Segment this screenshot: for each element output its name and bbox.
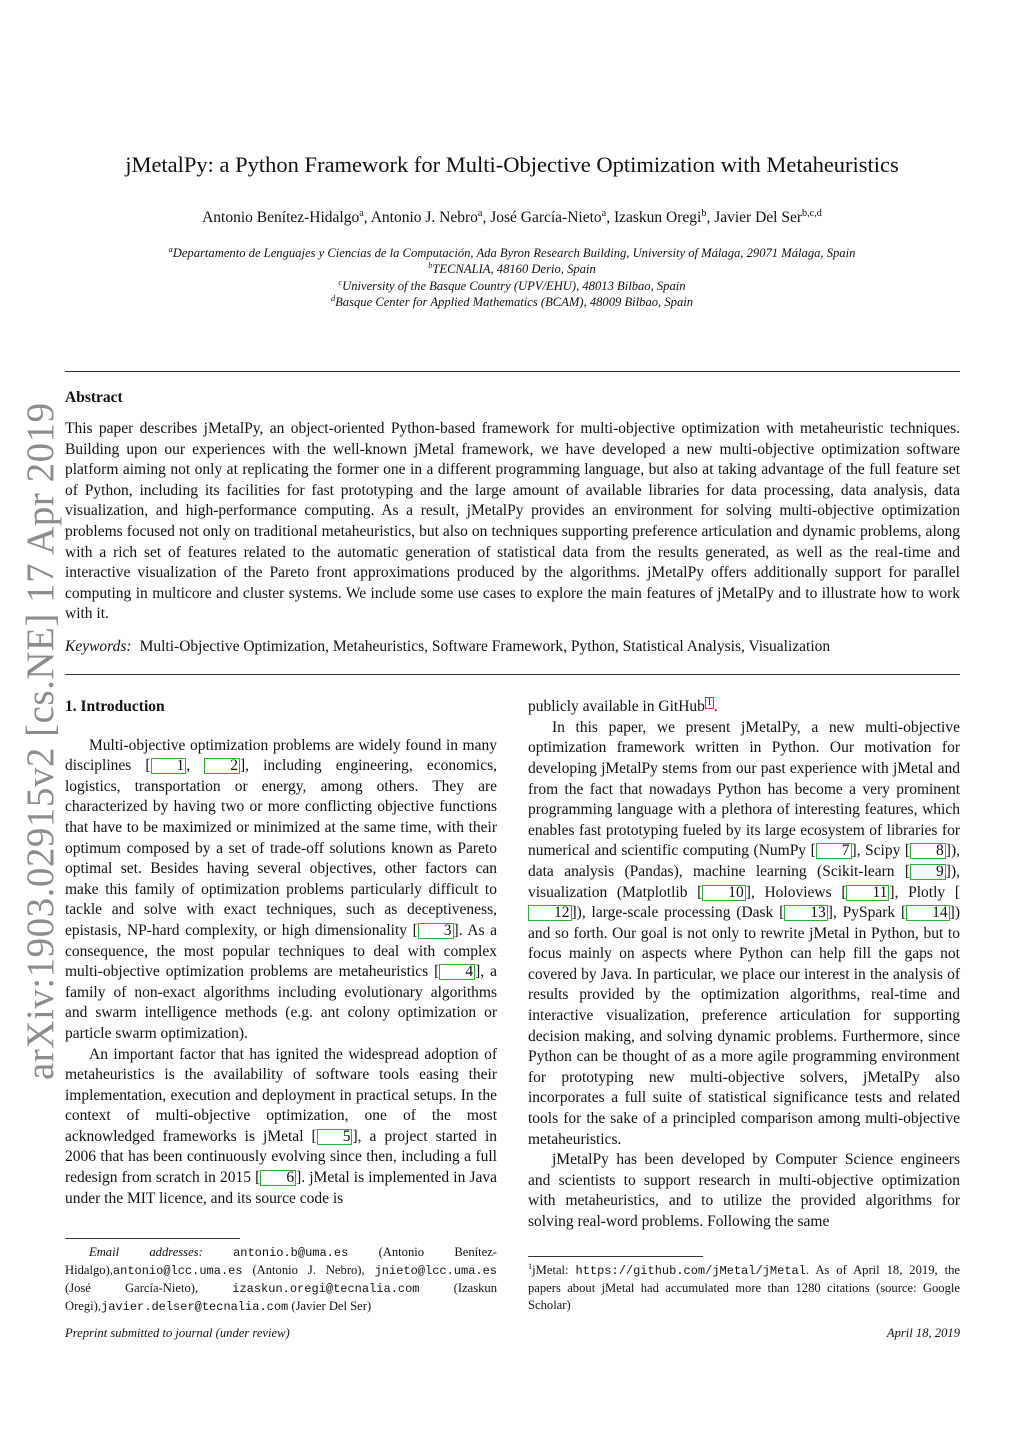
affiliation-text: University of the Basque Country (UPV/EHU), 48013 Bilbao, Spain	[342, 278, 686, 293]
email-address[interactable]: antonio.b@uma.es	[233, 1246, 349, 1260]
email-address[interactable]: jnieto@lcc.uma.es	[374, 1264, 497, 1278]
author-name: Antonio Benítez-Hidalgo	[202, 209, 360, 226]
intro-paragraph-4: jMetalPy has been developed by Computer Science engineers and scientists to support research in multi-objective optimization with metaheuristics, and to utilize the provided algorithms for solving real-word problems. Following the same	[528, 1151, 960, 1230]
affiliations	[60, 245, 964, 311]
intro-paragraph-2-cont	[528, 697, 960, 718]
email-owner: (Javier Del Ser)	[288, 1299, 372, 1313]
footnote-rule-right	[528, 1256, 703, 1257]
top-divider	[65, 371, 960, 372]
footnote-rest: . As of April 18, 2019, the papers about jMetal had accumulated more than 1280 citations (source: Google Scholar)	[528, 1263, 960, 1312]
affiliation-text: TECNALIA, 48160 Derio, Spain	[432, 262, 596, 277]
footer-preprint-note: Preprint submitted to journal (under review)	[65, 1326, 290, 1340]
citation-link[interactable]: 1	[151, 758, 187, 774]
keywords	[65, 637, 960, 658]
intro-paragraph-3: In this paper, we present jMetalPy, a new multi-objective optimization framework written in Python. Our motivation for developing jMetalPy stems from our past experience with jMetal and from the fact that nowadays Python has become a very prominent programming language with a plethora of interesting features, which enables fast prototyping fueled by its large ecosystem of libraries for numerical and scientific computing (NumPy [ 7 ], Scipy [ 8 ]), data analysis (Pandas), machine learning (Scikit-learn [ 9 ]), visualization (Matplotlib [ 10 ], Holoviews [ 11 ], Plotly [12 ]), large-scale processing (Dask [ 13 ], PySpark [ 14 ]) and so forth. Our goal is not only to rewrite jMetal in Python, but to focus mainly on aspects where Python can help fill the gaps not covered by Java. In particular, we place our interest in the analysis of results provided by the optimization algorithms, real-time and interactive visualization, preference articulation for supporting decision making, and solving dynamic problems. Furthermore, since Python can be thought of as a more agile programming environment for prototyping new multi-objective solvers, jMetalPy also incorporates a full suite of statistical significance tests and related tools for the sake of a principled comparison among multi-objective metaheuristics.	[528, 718, 960, 1148]
email-owner: (Antonio Benítez-Hidalgo),	[65, 1245, 497, 1277]
affiliation-text: Departamento de Lenguajes y Ciencias de la Computación, Ada Byron Research Building, University of Málaga, 29071 Málaga, Spain	[172, 246, 856, 260]
keywords-label: Keywords:	[65, 638, 132, 655]
footnote-lead: jMetal:	[532, 1263, 576, 1277]
arxiv-side-stamp: arXiv:1903.02915v2 [cs.NE] 17 Apr 2019	[19, 402, 62, 1080]
abstract-text: This paper describes jMetalPy, an object-oriented Python-based framework for multi-objective optimization with metaheuristic techniques. Building upon our experiences with the well-known jMetal framework, we have developed a new multi-objective optimization software platform aiming not only at replicating the former one in a different programming language, but also at taking advantage of the full feature set of Python, including its facilities for fast prototyping and the large amount of available libraries for data processing, data analysis, data visualization, and high-performance computing. As a result, jMetalPy provides an environment for solving multi-objective optimization problems focused not only on traditional metaheuristics, but also on techniques supporting preference articulation and dynamic problems, along with a rich set of features related to the automatic generation of statistical data from the results generated, as well as the real-time and interactive visualization of the Pareto front approximations produced by the algorithms. jMetalPy offers additionally support for parallel computing in multicore and cluster systems. We include some use cases to explore the main features of jMetalPy and to illustrate how to work with it.	[65, 420, 960, 623]
intro-paragraph-1: Multi-objective optimization problems are widely found in many disciplines [ 1 , 2 ], including engineering, economics, logistics, transportation or energy, among others. They are characterized by having two or more conflicting objective functions that have to be maximized or minimized at the same time, with their optimum composed by a set of trade-off solutions known as Pareto optimal set. Besides having several objectives, other factors can make this family of optimization problems particularly difficult to tackle and solve with exact techniques, such as deceptiveness, epistasis, NP-hard complexity, or high dimensionality [ 3 ]. As a consequence, the most popular techniques to deal with complex multi-objective optimization problems are metaheuristics [ 4 ], a family of non-exact algorithms including evolutionary algorithms and swarm intelligence methods (e.g. ant colony optimization or particle swarm optimization).	[65, 736, 498, 1042]
author-list: Antonio Benítez-Hidalgo$^a$, Antonio J. Nebro$^a$, José García-Nieto$^a$, Izaskun Oregi$^b$, Javier Del Ser$^{b,c,d}$	[202, 207, 822, 226]
citation-link[interactable]: 6	[260, 1170, 296, 1186]
citation-link[interactable]: 5	[317, 1129, 353, 1145]
footnote-rule-left	[65, 1238, 240, 1239]
footnote-url[interactable]: https://github.com/jMetal/jMetal	[575, 1264, 806, 1278]
author-name: Izaskun Oregi	[613, 209, 702, 226]
email-footnote	[65, 1244, 497, 1316]
affiliation-mark: b	[428, 261, 433, 271]
citation-link[interactable]: 12	[528, 905, 572, 921]
affiliation-mark: c	[338, 277, 343, 287]
email-label: Email addresses:	[89, 1245, 234, 1259]
author-affiliation-mark: a	[477, 207, 483, 219]
paper-title: jMetalPy: a Python Framework for Multi-Objective Optimization with Metaheuristics	[125, 152, 899, 177]
github-footnote	[528, 1262, 960, 1314]
citation-link[interactable]: 4	[439, 964, 475, 980]
citation-link[interactable]: 10	[702, 885, 746, 901]
keywords-text: Multi-Objective Optimization, Metaheuristics, Software Framework, Python, Statistical Analysis, Visualization	[139, 638, 831, 655]
citation-link[interactable]: 2	[204, 758, 240, 774]
intro-paragraph-2: An important factor that has ignited the widespread adoption of metaheuristics is the availability of software tools easing their implementation, execution and deployment in practical setups. In the context of multi-objective optimization, one of the most acknowledged frameworks is jMetal [ 5 ], a project started in 2006 that has been continuously evolving since then, including a full redesign from scratch in 2015 [ 6 ]. jMetal is implemented in Java under the MIT licence, and its source code is	[65, 1045, 498, 1207]
email-address[interactable]: antonio@lcc.uma.es	[112, 1264, 243, 1278]
section-heading: 1. Introduction	[65, 698, 165, 715]
footnote-mark: 1	[528, 1261, 533, 1271]
citation-link[interactable]: 8	[910, 843, 946, 859]
author-name: Javier Del Ser	[714, 209, 802, 226]
email-address[interactable]: javier.delser@tecnalia.com	[101, 1300, 289, 1314]
citation-link[interactable]: 14	[906, 905, 950, 921]
citation-link[interactable]: 9	[910, 864, 946, 880]
right-column	[528, 697, 960, 1233]
github-text: publicly available in GitHub	[528, 698, 705, 716]
citation-link[interactable]: 7	[816, 843, 852, 859]
affiliation-mark: a	[168, 244, 173, 254]
affiliation-line	[60, 294, 964, 310]
affiliation-line	[60, 278, 964, 294]
abstract-heading: Abstract	[65, 389, 123, 406]
author-affiliation-mark: b	[701, 207, 707, 219]
author-affiliation-mark: a	[601, 207, 607, 219]
keywords-divider	[65, 674, 960, 675]
affiliation-mark: d	[330, 294, 336, 304]
left-column	[65, 697, 497, 1209]
author-name: Antonio J. Nebro	[370, 209, 478, 226]
email-owner: (Antonio J. Nebro),	[242, 1263, 375, 1277]
author-affiliation-mark: b,c,d	[802, 207, 822, 219]
affiliation-line	[60, 261, 964, 277]
affiliation-line	[60, 245, 964, 261]
author-name: José García-Nieto	[490, 209, 602, 226]
author-affiliation-mark: a	[359, 207, 364, 219]
citation-link[interactable]: 13	[784, 905, 828, 921]
email-owner: (José García-Nieto),	[65, 1281, 233, 1295]
citation-link[interactable]: 3	[418, 923, 454, 939]
citation-link[interactable]: 11	[846, 885, 889, 901]
footer-date: April 18, 2019	[886, 1326, 960, 1340]
footnote-ref-1[interactable]: 1	[706, 697, 712, 708]
email-address[interactable]: izaskun.oregi@tecnalia.com	[232, 1282, 420, 1296]
affiliation-text: Basque Center for Applied Mathematics (BCAM), 48009 Bilbao, Spain	[335, 295, 694, 310]
email-owner: (Izaskun Oregi),	[65, 1281, 497, 1313]
github-text-end: .	[713, 698, 718, 716]
